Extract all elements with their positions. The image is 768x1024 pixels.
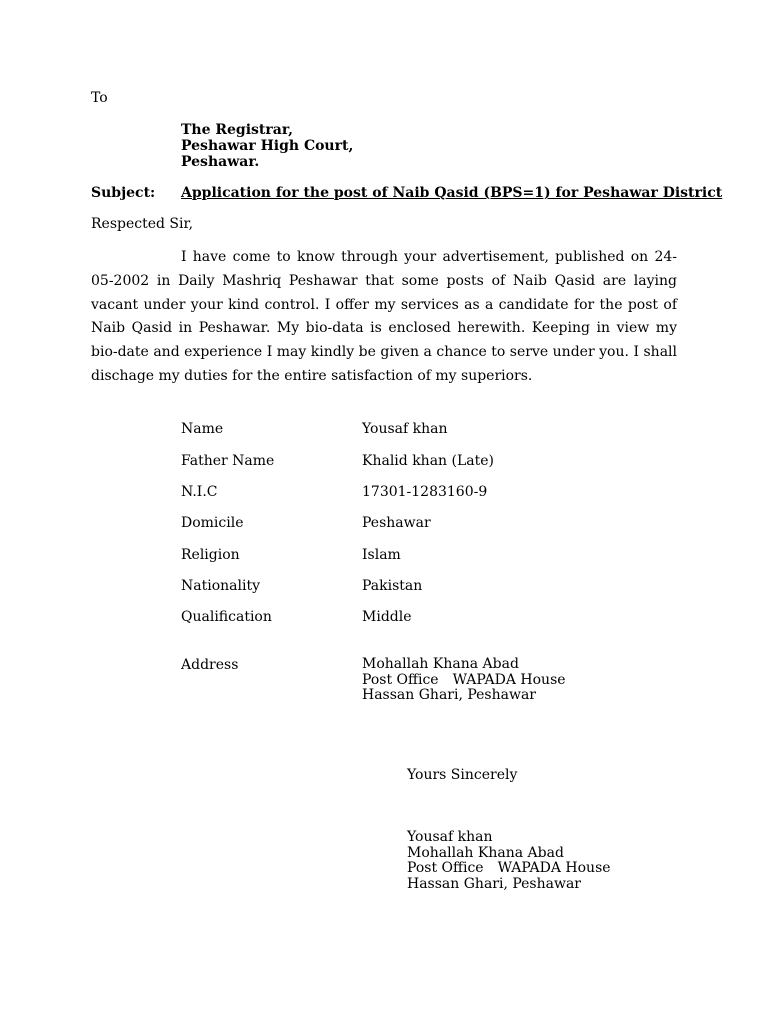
biodata-label-qualification: Qualification — [181, 609, 272, 625]
biodata-label-nationality: Nationality — [181, 578, 260, 594]
recipient-line-3: Peshawar. — [181, 154, 260, 170]
biodata-value-name: Yousaf khan — [362, 421, 448, 437]
biodata-value-nic: 17301-1283160-9 — [362, 484, 488, 500]
signature-line-2 — [407, 861, 611, 877]
salutation: Respected Sir, — [91, 216, 194, 232]
biodata-value-father-name: Khalid khan (Late) — [362, 453, 494, 469]
biodata-value-domicile: Peshawar — [362, 515, 431, 531]
subject-text: Application for the post of Naib Qasid (BPS=1) for Peshawar District — [181, 185, 723, 201]
signature-line-3: Hassan Ghari, Peshawar — [407, 875, 582, 892]
address-line-3: Hassan Ghari, Peshawar — [362, 687, 537, 703]
address-line-1: Mohallah Khana Abad — [362, 656, 519, 672]
to-label: To — [91, 90, 108, 106]
body-paragraph: I have come to know through your advertisement, published on 24-05-2002 in Daily Mashriq Peshawar that some posts of Naib Qasid are laying vacant under your kind control. I offer my services as a candidate for the post of Naib Qasid in Peshawar. My bio-data is enclosed herewith. Keeping in view my bio-date and experience I may kindly be given a chance to serve under you. I shall dischage my duties for the entire satisfaction of my superiors. — [91, 249, 677, 384]
recipient-line-2: Peshawar High Court, — [181, 138, 354, 154]
biodata-value-nationality: Pakistan — [362, 578, 423, 594]
recipient-address — [181, 122, 353, 170]
closing: Yours Sincerely — [407, 767, 518, 783]
biodata-label-address: Address — [181, 657, 239, 673]
signature-block — [407, 830, 611, 892]
biodata-label-religion: Religion — [181, 547, 240, 563]
address-wapada-house: WAPADA House — [452, 671, 566, 688]
biodata-value-address — [362, 657, 566, 704]
biodata-value-qualification: Middle — [362, 609, 412, 625]
signature-post-office: Post Office — [407, 860, 484, 876]
address-post-office: Post Office — [362, 671, 439, 688]
signature-line-1: Mohallah Khana Abad — [407, 844, 564, 861]
biodata-label-father-name: Father Name — [181, 453, 275, 469]
subject-label: Subject: — [91, 185, 156, 201]
signature-wapada-house: WAPADA House — [497, 860, 611, 876]
biodata-label-nic: N.I.C — [181, 484, 218, 500]
biodata-label-domicile: Domicile — [181, 515, 244, 531]
recipient-line-1: The Registrar, — [181, 122, 294, 138]
biodata-value-religion: Islam — [362, 547, 401, 563]
biodata-label-name: Name — [181, 421, 224, 437]
address-line-2 — [362, 673, 566, 689]
signature-name: Yousaf khan — [407, 829, 493, 845]
